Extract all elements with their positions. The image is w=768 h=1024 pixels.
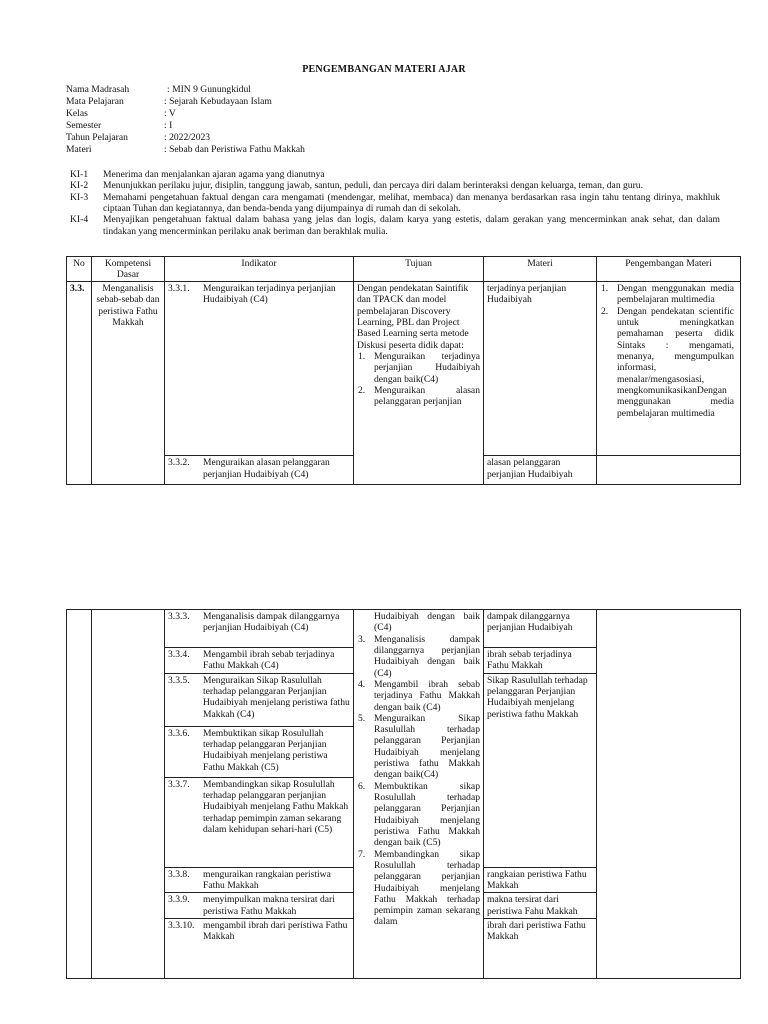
objective-item: [357, 385, 480, 408]
indicator-item: [168, 457, 350, 480]
indicator-cell: [165, 648, 354, 674]
materi-cell: rangkaian peristiwa Fathu Makkah: [484, 867, 597, 893]
col-header-no: No: [67, 257, 92, 282]
objective-text: Menguraikan terjadinya perjanjian Hudaibiyah dengan baik(C4): [374, 350, 480, 385]
identity-block: [66, 84, 746, 156]
indicator-item: [168, 869, 350, 892]
objective-number: 1.: [358, 350, 366, 362]
objective-number: 5.: [358, 712, 366, 724]
meta-label: Mata Pelajaran: [66, 96, 124, 107]
ki-code: KI-4: [70, 214, 89, 226]
document-title: PENGEMBANGAN MATERI AJAR: [302, 64, 466, 75]
indicator-text: mengambil ibrah dari peristiwa Fathu Makkah: [203, 920, 348, 943]
meta-row-madrasah: [66, 84, 746, 96]
ki-code: KI-1: [70, 169, 89, 180]
indicator-cell: [165, 673, 354, 726]
materi-cell: makna tersirat dari peristiwa Fahu Makkah: [484, 893, 597, 919]
materi-cell: terjadinya perjanjian Hudaibiyah: [484, 282, 597, 456]
objective-text: Menguraikan Sikap Rasulullah terhadap pelanggaran Perjanjian Hudaibiyah menjelang peristiwa fathu Makkah dengan baik(C4): [374, 712, 480, 781]
indicator-text: Mengambil ibrah sebab terjadinya Fathu Makkah (C4): [203, 649, 335, 672]
meta-value: : 2022/2023: [164, 132, 211, 143]
meta-value: : MIN 9 Gunungkidul: [167, 84, 251, 95]
indicator-text: menguraikan rangkaian peristiwa Fathu Makkah: [203, 868, 331, 892]
col-header-kd: Kompetensi Dasar: [92, 257, 165, 282]
materi-cell: Sikap Rasulullah terhadap pelanggaran Perjanjian Hudaibiyah menjelang peristiwa fathu Makkah: [484, 673, 597, 867]
indicator-text: Menguraikan alasan pelanggaran perjanjian Hudaibiyah (C4): [203, 457, 330, 480]
ki-text: Memahami pengetahuan faktual dengan cara mengamati (mendengar, melihat, membaca) dan menanya berdasarkan rasa ingin tahu tentang dirinya, makhluk ciptaan Tuhan dan kegiatannya, dan benda-benda yang dijumpainya di rumah dan di sekolah.: [103, 191, 720, 214]
development-cell-empty: [597, 610, 741, 979]
kd-text: Menganalisis sebab-sebab dan peristiwa Fathu Makkah: [92, 282, 165, 485]
materi-cell: ibrah dari peristiwa Fathu Makkah: [484, 919, 597, 979]
development-cell-empty: [597, 456, 741, 485]
development-item: [600, 306, 734, 419]
meta-value: : V: [164, 108, 176, 119]
objective-item: [357, 351, 480, 385]
indicator-cell: [165, 893, 354, 919]
objective-text: Membuktikan sikap Rosulullah terhadap pelanggaran Perjanjian Hudaibiyah menjelang peristiwa Fathu Makkah dengan baik (C5): [374, 780, 480, 849]
objective-clip: [357, 283, 480, 483]
indicator-item: [168, 611, 350, 634]
objective-number: 3.: [358, 633, 366, 645]
indicator-text: Menguraikan Sikap Rasulullah terhadap pelanggaran Perjanjian Hudaibiyah menjelang peristiwa fathu Makkah (C4): [203, 674, 350, 720]
objective-item: [357, 781, 480, 849]
ki-item: [70, 192, 720, 215]
objective-number: 4.: [358, 678, 366, 690]
indicator-text: Menganalisis dampak dilanggarnya perjanjian Hudaibiyah (C4): [203, 611, 340, 634]
indicator-number: 3.3.7.: [168, 778, 190, 790]
meta-row-materi: [66, 144, 746, 156]
indicator-cell: [165, 726, 354, 777]
objective-number: 6.: [358, 780, 366, 792]
meta-value: : Sejarah Kebudayaan Islam: [164, 96, 272, 107]
development-number: 1.: [601, 283, 609, 295]
indicator-item: [168, 728, 350, 773]
ki-item: [70, 169, 720, 180]
development-cell: [597, 282, 741, 456]
materi-cell: alasan pelanggaran perjanjian Hudaibiyah: [484, 456, 597, 485]
development-item: [600, 283, 734, 306]
indicator-cell: [165, 777, 354, 867]
indicator-item: [168, 283, 350, 306]
indicator-item: [168, 675, 350, 720]
meta-value: : I: [164, 120, 173, 131]
objective-item: [357, 713, 480, 781]
objective-item: [357, 634, 480, 679]
indicator-cell: [165, 867, 354, 893]
ki-text: Menerima dan menjalankan ajaran agama yang dianutnya: [103, 169, 325, 180]
indicator-item: [168, 779, 350, 836]
objective-text: Membandingkan sikap Rosulullah terhadap pelanggaran perjanjian Hudaibiyah menjelang Fathu Makkah terhadap pemimpin zaman sekarang dalam: [374, 848, 480, 928]
material-table-page-2: [66, 609, 741, 979]
row-number-empty: [67, 610, 92, 979]
indicator-number: 3.3.9.: [168, 894, 190, 906]
objective-number: 2.: [358, 384, 366, 396]
indicator-item: [168, 894, 350, 917]
ki-code: KI-2: [70, 180, 89, 192]
meta-label: Semester: [66, 120, 102, 131]
meta-label: Kelas: [66, 108, 88, 119]
meta-label: Nama Madrasah: [66, 84, 130, 95]
indicator-number: 3.3.8.: [168, 868, 190, 880]
indicator-number: 3.3.5.: [168, 674, 190, 686]
kd-empty: [92, 610, 165, 979]
indicator-cell: [165, 456, 354, 485]
indicator-number: 3.3.4.: [168, 649, 190, 660]
meta-row-mapel: [66, 96, 746, 108]
indicator-text: Menguraikan terjadinya perjanjian Hudaibiyah (C4): [203, 283, 336, 306]
col-header-indikator: Indikator: [165, 257, 354, 282]
meta-row-kelas: [66, 108, 746, 120]
meta-label: Tahun Pelajaran: [66, 132, 128, 143]
objective-item: [357, 679, 480, 713]
indicator-cell: [165, 919, 354, 979]
indicator-number: 3.3.2.: [168, 457, 190, 469]
col-header-pengembangan: Pengembangan Materi: [597, 257, 741, 282]
materi-cell: ibrah sebab terjadinya Fathu Makkah: [484, 648, 597, 674]
objective-text: Mengambil ibrah sebab terjadinya Fathu Makkah dengan baik (C4): [374, 678, 480, 713]
objective-text: Menganalisis dampak dilanggarnya perjanjian Hudaibiyah dengan baik (C4): [374, 633, 480, 679]
objective-intro: Dengan pendekatan Saintifik dan TPACK dan model pembelajaran Discovery Learning, PBL dan Project Based Learning serta metode Diskusi peserta didik dapat:: [357, 283, 469, 351]
objective-cell: [354, 610, 484, 979]
objective-text: Menguraikan alasan pelanggaran perjanjian: [374, 384, 480, 408]
indicator-text: menyimpulkan makna tersirat dari peristiwa Fathu Makkah: [203, 894, 335, 917]
meta-value: : Sebab dan Peristiwa Fathu Makkah: [164, 144, 305, 155]
indicator-text: Membandingkan sikap Rosulullah terhadap pelanggaran perjanjian Hudaibiyah menjelang Fathu Makkah terhadap pemimpin zaman sekarang dalam kehidupan sehari-hari (C5): [203, 778, 349, 835]
material-table-page-1: [66, 256, 741, 485]
indicator-number: 3.3.1.: [168, 283, 190, 295]
objective-clip: [357, 611, 480, 977]
col-header-tujuan: Tujuan: [354, 257, 484, 282]
indicator-number: 3.3.3.: [168, 611, 190, 622]
objective-item: [357, 849, 480, 928]
development-text: Dengan pendekatan scientific untuk meningkatkan pemahaman peserta didik Sintaks : mengamati, menanya, mengumpulkan informasi, menalar/mengasosiasi, mengkomunikasikanDengan menggunakan media pembelajaran multimedia: [617, 305, 734, 419]
row-number: 3.3.: [67, 282, 92, 485]
objective-cell: [354, 282, 484, 485]
col-header-materi: Materi: [484, 257, 597, 282]
indicator-cell: [165, 282, 354, 456]
indicator-cell: [165, 610, 354, 648]
ki-text: Menunjukkan perilaku jujur, disiplin, tanggung jawab, santun, peduli, dan percaya diri dalam berinteraksi dengan keluarga, teman, dan guru.: [103, 180, 643, 192]
indicator-text: Membuktikan sikap Rosulullah terhadap pelanggaran Perjanjian Hudaibiyah menjelang peristiwa Fathu Makkah (C5): [203, 727, 328, 773]
objective-continued: Hudaibiyah dengan baik (C4): [374, 611, 480, 634]
materi-cell: dampak dilanggarnya perjanjian Hudaibiyah: [484, 610, 597, 648]
ki-code: KI-3: [70, 191, 89, 203]
meta-row-tahun: [66, 132, 746, 144]
objective-number: 7.: [358, 848, 366, 860]
development-number: 2.: [601, 305, 609, 317]
indicator-item: [168, 649, 350, 672]
indicator-number: 3.3.10.: [168, 920, 195, 931]
ki-item: [70, 180, 720, 191]
indicator-number: 3.3.6.: [168, 727, 190, 739]
core-competencies: [70, 169, 720, 237]
ki-item: [70, 214, 720, 237]
meta-label: Materi: [66, 144, 92, 155]
indicator-item: [168, 920, 350, 943]
development-text: Dengan menggunakan media pembelajaran multimedia: [617, 283, 734, 306]
ki-text: Menyajikan pengetahuan faktual dalam bahasa yang jelas dan logis, dalam karya yang estetis, dalam gerakan yang mencerminkan anak sehat, dan dalam tindakan yang mencerminkan perilaku anak beriman dan berakhlak mulia.: [103, 214, 720, 237]
meta-row-semester: [66, 120, 746, 132]
